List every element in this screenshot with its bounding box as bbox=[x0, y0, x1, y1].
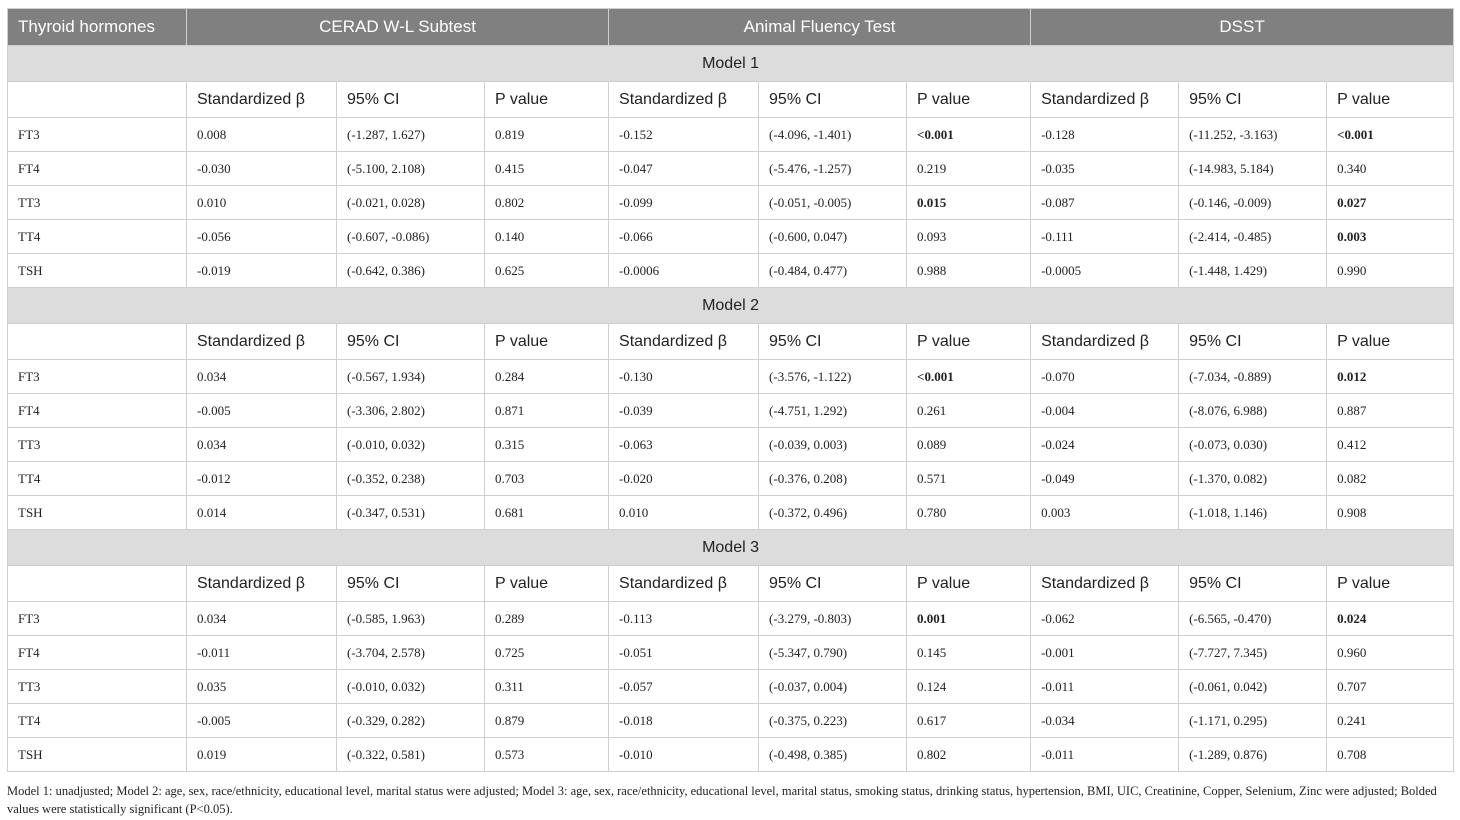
table-cell: 0.019 bbox=[187, 738, 337, 772]
table-cell: (-4.096, -1.401) bbox=[759, 118, 907, 152]
table-cell: -0.0005 bbox=[1031, 254, 1179, 288]
subheader-cell: 95% CI bbox=[1179, 566, 1327, 602]
table-cell: 0.034 bbox=[187, 602, 337, 636]
table-cell: 0.261 bbox=[907, 394, 1031, 428]
table-footnote: Model 1: unadjusted; Model 2: age, sex, race/ethnicity, educational level, marital status were adjusted; Model 3: age, sex, race/ethnicity, educational level, marital status, smoking status, drinking status, hypertension, BMI, UIC, Creatinine, Copper, Selenium, Zinc were adjusted; Bolded values were statistically significant (P<0.05). bbox=[7, 784, 1437, 816]
table-cell: <0.001 bbox=[907, 360, 1031, 394]
table-cell: 0.035 bbox=[187, 670, 337, 704]
table-container bbox=[7, 8, 1453, 818]
table-cell: 0.725 bbox=[485, 636, 609, 670]
table-header-row bbox=[8, 9, 1454, 46]
table-cell: 0.034 bbox=[187, 428, 337, 462]
subheader-cell: 95% CI bbox=[759, 324, 907, 360]
table-cell: (-0.352, 0.238) bbox=[337, 462, 485, 496]
table-cell: -0.087 bbox=[1031, 186, 1179, 220]
table-cell: (-0.037, 0.004) bbox=[759, 670, 907, 704]
table-row bbox=[8, 670, 1454, 704]
table-cell: 0.010 bbox=[609, 496, 759, 530]
table-row bbox=[8, 118, 1454, 152]
table-cell: (-1.289, 0.876) bbox=[1179, 738, 1327, 772]
table-cell: (-0.376, 0.208) bbox=[759, 462, 907, 496]
table-cell: 0.908 bbox=[1327, 496, 1454, 530]
subheader-cell: 95% CI bbox=[759, 82, 907, 118]
table-cell: 0.703 bbox=[485, 462, 609, 496]
table-cell: (-0.146, -0.009) bbox=[1179, 186, 1327, 220]
table-cell: -0.019 bbox=[187, 254, 337, 288]
table-cell: 0.014 bbox=[187, 496, 337, 530]
table-row bbox=[8, 462, 1454, 496]
table-cell: -0.057 bbox=[609, 670, 759, 704]
subheader-cell: P value bbox=[907, 324, 1031, 360]
table-cell: (-5.476, -1.257) bbox=[759, 152, 907, 186]
table-cell: 0.012 bbox=[1327, 360, 1454, 394]
subheader-cell: Standardized β bbox=[1031, 82, 1179, 118]
table-cell: -0.062 bbox=[1031, 602, 1179, 636]
table-cell: 0.802 bbox=[485, 186, 609, 220]
table-cell: 0.819 bbox=[485, 118, 609, 152]
table-cell: (-0.010, 0.032) bbox=[337, 428, 485, 462]
table-cell: -0.128 bbox=[1031, 118, 1179, 152]
table-cell: -0.111 bbox=[1031, 220, 1179, 254]
table-cell: (-0.021, 0.028) bbox=[337, 186, 485, 220]
subheader-blank bbox=[8, 566, 187, 602]
subheader-cell: Standardized β bbox=[187, 324, 337, 360]
table-cell: -0.030 bbox=[187, 152, 337, 186]
subheader-cell: 95% CI bbox=[337, 324, 485, 360]
model-row bbox=[8, 530, 1454, 566]
table-cell: (-7.034, -0.889) bbox=[1179, 360, 1327, 394]
model-row bbox=[8, 46, 1454, 82]
table-cell: (-1.171, 0.295) bbox=[1179, 704, 1327, 738]
table-cell: (-0.642, 0.386) bbox=[337, 254, 485, 288]
table-cell: -0.039 bbox=[609, 394, 759, 428]
table-cell: (-0.484, 0.477) bbox=[759, 254, 907, 288]
table-cell: (-0.372, 0.496) bbox=[759, 496, 907, 530]
table-row bbox=[8, 152, 1454, 186]
subheader-blank bbox=[8, 324, 187, 360]
table-cell: (-1.018, 1.146) bbox=[1179, 496, 1327, 530]
row-label: TT3 bbox=[8, 670, 187, 704]
table-cell: 0.415 bbox=[485, 152, 609, 186]
subheader-cell: 95% CI bbox=[759, 566, 907, 602]
subheader-blank bbox=[8, 82, 187, 118]
table-row bbox=[8, 186, 1454, 220]
table-cell: -0.049 bbox=[1031, 462, 1179, 496]
table-cell: (-3.576, -1.122) bbox=[759, 360, 907, 394]
subheader-cell: P value bbox=[907, 82, 1031, 118]
row-label: FT4 bbox=[8, 394, 187, 428]
subheader-cell: 95% CI bbox=[337, 82, 485, 118]
table-cell: (-4.751, 1.292) bbox=[759, 394, 907, 428]
table-cell: 0.284 bbox=[485, 360, 609, 394]
table-cell: -0.051 bbox=[609, 636, 759, 670]
results-table bbox=[7, 8, 1454, 772]
table-cell: -0.047 bbox=[609, 152, 759, 186]
table-cell: -0.024 bbox=[1031, 428, 1179, 462]
table-cell: -0.130 bbox=[609, 360, 759, 394]
row-label: TT4 bbox=[8, 462, 187, 496]
table-cell: 0.140 bbox=[485, 220, 609, 254]
table-cell: -0.004 bbox=[1031, 394, 1179, 428]
table-cell: -0.005 bbox=[187, 394, 337, 428]
table-cell: -0.0006 bbox=[609, 254, 759, 288]
row-label: FT3 bbox=[8, 118, 187, 152]
row-label: TT3 bbox=[8, 186, 187, 220]
table-cell: -0.011 bbox=[187, 636, 337, 670]
subheader-cell: Standardized β bbox=[609, 324, 759, 360]
table-cell: 0.879 bbox=[485, 704, 609, 738]
subheader-row bbox=[8, 324, 1454, 360]
table-cell: -0.018 bbox=[609, 704, 759, 738]
table-cell: 0.990 bbox=[1327, 254, 1454, 288]
table-cell: 0.010 bbox=[187, 186, 337, 220]
table-cell: 0.780 bbox=[907, 496, 1031, 530]
table-cell: (-0.010, 0.032) bbox=[337, 670, 485, 704]
header-group-cerad: CERAD W-L Subtest bbox=[187, 9, 609, 46]
table-cell: -0.066 bbox=[609, 220, 759, 254]
subheader-cell: P value bbox=[1327, 82, 1454, 118]
table-cell: -0.012 bbox=[187, 462, 337, 496]
table-cell: 0.089 bbox=[907, 428, 1031, 462]
table-row bbox=[8, 496, 1454, 530]
table-cell: (-5.347, 0.790) bbox=[759, 636, 907, 670]
table-cell: 0.001 bbox=[907, 602, 1031, 636]
table-cell: 0.412 bbox=[1327, 428, 1454, 462]
model-title: Model 2 bbox=[8, 288, 1454, 324]
table-cell: (-1.287, 1.627) bbox=[337, 118, 485, 152]
table-cell: 0.015 bbox=[907, 186, 1031, 220]
subheader-cell: P value bbox=[485, 324, 609, 360]
table-cell: -0.011 bbox=[1031, 738, 1179, 772]
row-label: FT3 bbox=[8, 360, 187, 394]
table-row bbox=[8, 602, 1454, 636]
table-row bbox=[8, 220, 1454, 254]
header-group-animal-fluency: Animal Fluency Test bbox=[609, 9, 1031, 46]
table-cell: 0.093 bbox=[907, 220, 1031, 254]
row-label: TT3 bbox=[8, 428, 187, 462]
row-label: FT4 bbox=[8, 152, 187, 186]
subheader-cell: Standardized β bbox=[609, 82, 759, 118]
table-cell: -0.010 bbox=[609, 738, 759, 772]
subheader-cell: Standardized β bbox=[187, 566, 337, 602]
subheader-row bbox=[8, 566, 1454, 602]
table-cell: 0.008 bbox=[187, 118, 337, 152]
subheader-cell: Standardized β bbox=[1031, 566, 1179, 602]
table-cell: (-11.252, -3.163) bbox=[1179, 118, 1327, 152]
table-cell: (-0.567, 1.934) bbox=[337, 360, 485, 394]
table-cell: (-0.322, 0.581) bbox=[337, 738, 485, 772]
table-cell: 0.082 bbox=[1327, 462, 1454, 496]
table-cell: (-0.073, 0.030) bbox=[1179, 428, 1327, 462]
row-label: TSH bbox=[8, 496, 187, 530]
subheader-cell: 95% CI bbox=[1179, 324, 1327, 360]
table-cell: (-3.704, 2.578) bbox=[337, 636, 485, 670]
table-cell: 0.124 bbox=[907, 670, 1031, 704]
model-title: Model 3 bbox=[8, 530, 1454, 566]
table-cell: (-6.565, -0.470) bbox=[1179, 602, 1327, 636]
table-cell: 0.571 bbox=[907, 462, 1031, 496]
subheader-cell: P value bbox=[1327, 324, 1454, 360]
table-cell: 0.871 bbox=[485, 394, 609, 428]
table-cell: -0.034 bbox=[1031, 704, 1179, 738]
table-cell: 0.573 bbox=[485, 738, 609, 772]
table-cell: <0.001 bbox=[1327, 118, 1454, 152]
table-cell: (-1.448, 1.429) bbox=[1179, 254, 1327, 288]
table-cell: -0.099 bbox=[609, 186, 759, 220]
subheader-cell: P value bbox=[1327, 566, 1454, 602]
table-cell: -0.063 bbox=[609, 428, 759, 462]
table-cell: 0.960 bbox=[1327, 636, 1454, 670]
table-row bbox=[8, 738, 1454, 772]
table-cell: (-0.051, -0.005) bbox=[759, 186, 907, 220]
table-cell: -0.113 bbox=[609, 602, 759, 636]
table-cell: (-2.414, -0.485) bbox=[1179, 220, 1327, 254]
table-row bbox=[8, 394, 1454, 428]
table-cell: -0.035 bbox=[1031, 152, 1179, 186]
subheader-cell: Standardized β bbox=[609, 566, 759, 602]
table-cell: (-7.727, 7.345) bbox=[1179, 636, 1327, 670]
row-label: TT4 bbox=[8, 220, 187, 254]
subheader-cell: Standardized β bbox=[1031, 324, 1179, 360]
subheader-cell: 95% CI bbox=[337, 566, 485, 602]
table-cell: (-1.370, 0.082) bbox=[1179, 462, 1327, 496]
table-cell: (-8.076, 6.988) bbox=[1179, 394, 1327, 428]
subheader-cell: 95% CI bbox=[1179, 82, 1327, 118]
table-cell: (-0.585, 1.963) bbox=[337, 602, 485, 636]
model-title: Model 1 bbox=[8, 46, 1454, 82]
table-cell: (-3.306, 2.802) bbox=[337, 394, 485, 428]
table-cell: (-0.375, 0.223) bbox=[759, 704, 907, 738]
table-cell: 0.003 bbox=[1327, 220, 1454, 254]
model-row bbox=[8, 288, 1454, 324]
table-cell: (-3.279, -0.803) bbox=[759, 602, 907, 636]
table-cell: (-0.607, -0.086) bbox=[337, 220, 485, 254]
row-label: FT3 bbox=[8, 602, 187, 636]
table-cell: (-0.061, 0.042) bbox=[1179, 670, 1327, 704]
table-cell: (-0.600, 0.047) bbox=[759, 220, 907, 254]
table-cell: (-0.039, 0.003) bbox=[759, 428, 907, 462]
subheader-row bbox=[8, 82, 1454, 118]
row-label: FT4 bbox=[8, 636, 187, 670]
table-cell: 0.617 bbox=[907, 704, 1031, 738]
table-row bbox=[8, 254, 1454, 288]
table-cell: -0.020 bbox=[609, 462, 759, 496]
table-cell: 0.034 bbox=[187, 360, 337, 394]
table-cell: -0.001 bbox=[1031, 636, 1179, 670]
table-cell: 0.887 bbox=[1327, 394, 1454, 428]
table-cell: 0.145 bbox=[907, 636, 1031, 670]
table-row bbox=[8, 636, 1454, 670]
table-cell: -0.056 bbox=[187, 220, 337, 254]
table-cell: 0.708 bbox=[1327, 738, 1454, 772]
table-cell: (-0.347, 0.531) bbox=[337, 496, 485, 530]
row-label: TSH bbox=[8, 738, 187, 772]
row-label: TT4 bbox=[8, 704, 187, 738]
header-thyroid-hormones: Thyroid hormones bbox=[8, 9, 187, 46]
table-cell: 0.681 bbox=[485, 496, 609, 530]
table-cell: 0.625 bbox=[485, 254, 609, 288]
subheader-cell: Standardized β bbox=[187, 82, 337, 118]
table-cell: (-0.329, 0.282) bbox=[337, 704, 485, 738]
table-cell: 0.003 bbox=[1031, 496, 1179, 530]
table-row bbox=[8, 704, 1454, 738]
subheader-cell: P value bbox=[485, 82, 609, 118]
table-cell: -0.152 bbox=[609, 118, 759, 152]
header-group-dsst: DSST bbox=[1031, 9, 1454, 46]
table-cell: (-0.498, 0.385) bbox=[759, 738, 907, 772]
table-cell: -0.011 bbox=[1031, 670, 1179, 704]
table-cell: 0.707 bbox=[1327, 670, 1454, 704]
table-cell: 0.024 bbox=[1327, 602, 1454, 636]
table-cell: (-5.100, 2.108) bbox=[337, 152, 485, 186]
table-row bbox=[8, 428, 1454, 462]
table-cell: <0.001 bbox=[907, 118, 1031, 152]
table-cell: 0.241 bbox=[1327, 704, 1454, 738]
table-cell: 0.988 bbox=[907, 254, 1031, 288]
subheader-cell: P value bbox=[907, 566, 1031, 602]
table-cell: 0.802 bbox=[907, 738, 1031, 772]
table-cell: (-14.983, 5.184) bbox=[1179, 152, 1327, 186]
subheader-cell: P value bbox=[485, 566, 609, 602]
table-cell: 0.219 bbox=[907, 152, 1031, 186]
table-cell: 0.315 bbox=[485, 428, 609, 462]
table-row bbox=[8, 360, 1454, 394]
table-cell: -0.070 bbox=[1031, 360, 1179, 394]
table-cell: 0.340 bbox=[1327, 152, 1454, 186]
table-cell: 0.289 bbox=[485, 602, 609, 636]
table-cell: -0.005 bbox=[187, 704, 337, 738]
row-label: TSH bbox=[8, 254, 187, 288]
table-cell: 0.311 bbox=[485, 670, 609, 704]
table-cell: 0.027 bbox=[1327, 186, 1454, 220]
